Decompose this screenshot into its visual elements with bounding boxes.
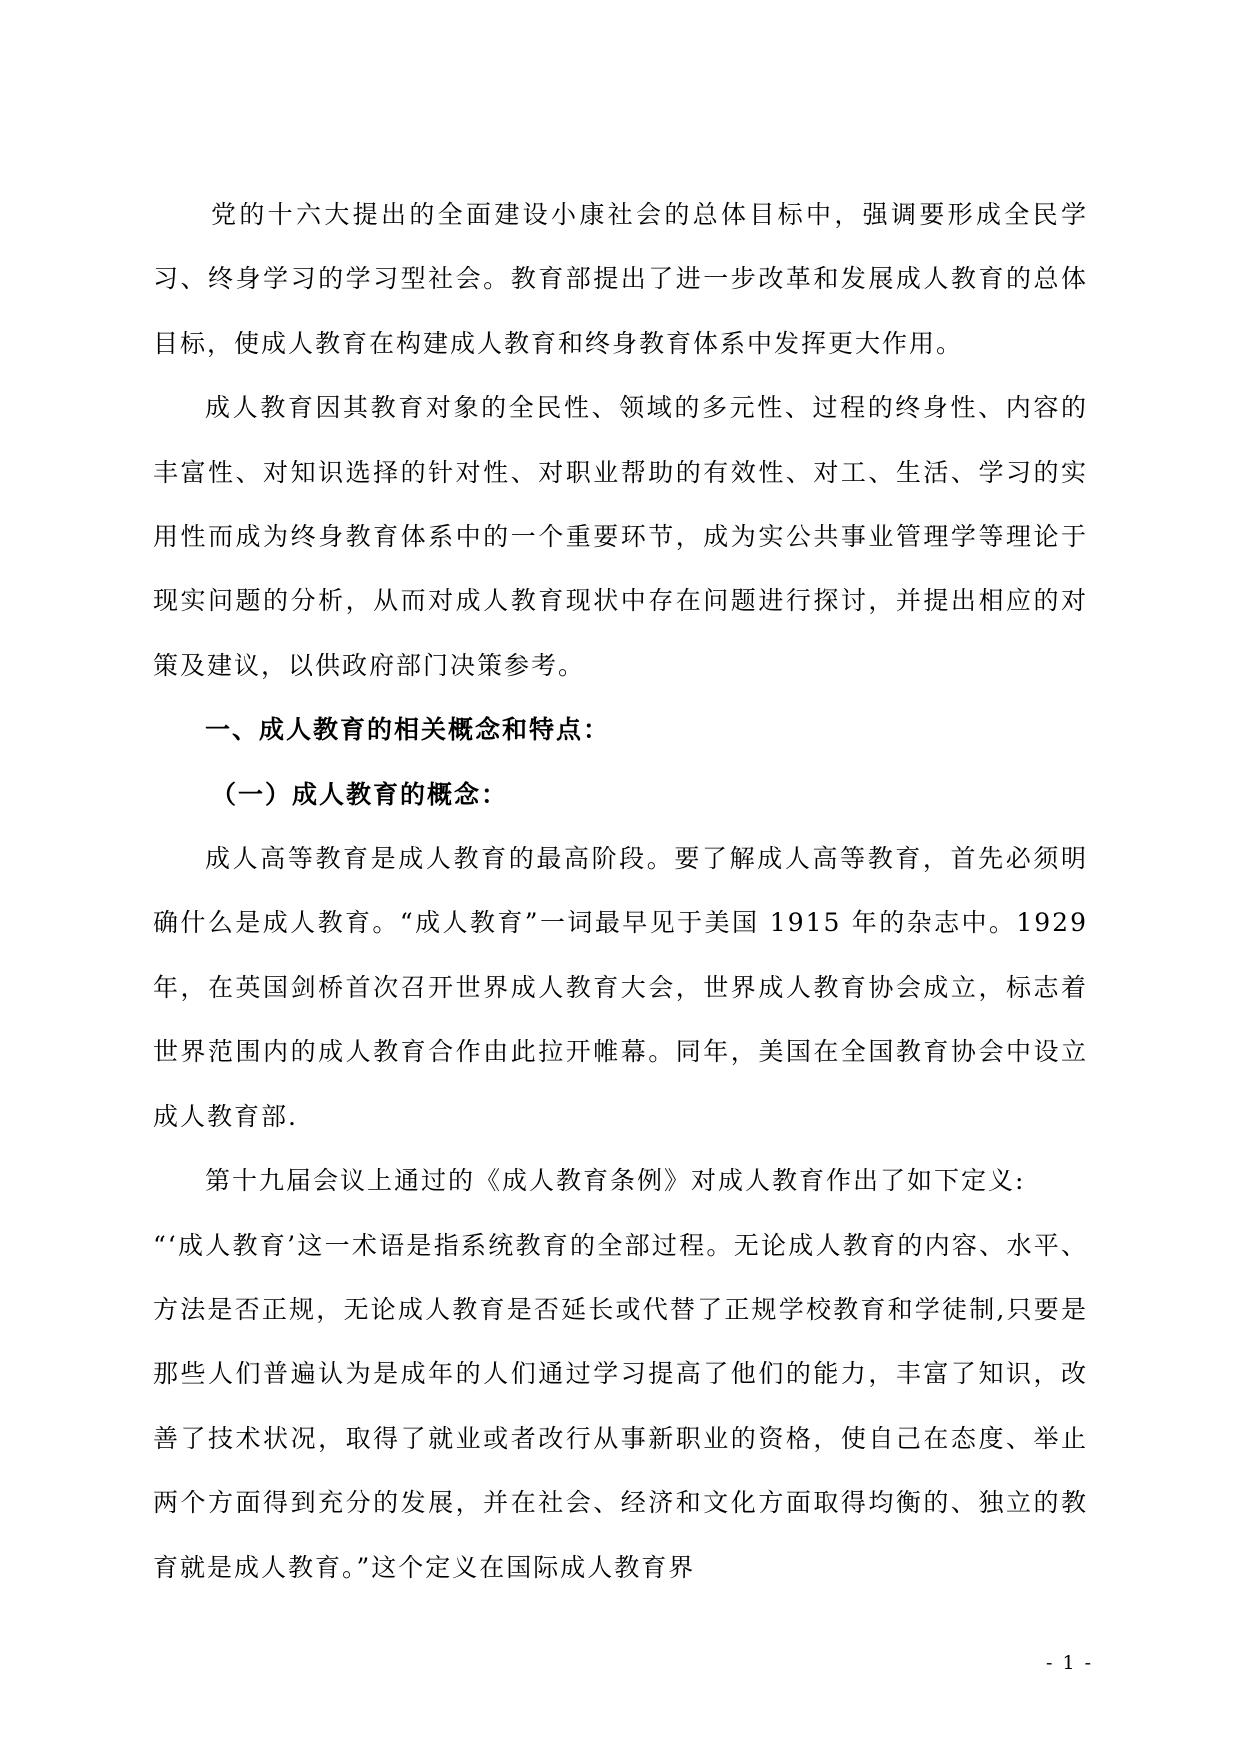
page-body xyxy=(153,183,1088,1600)
history-paragraph: 成人高等教育是成人教育的最高阶段。要了解成人高等教育，首先必须明确什么是成人教育。“成人教育”一词最早见于美国 1915 年的杂志中。1929 年，在英国剑桥首次召开世界成人教育大会，世界成人教育协会成立，标志着世界范围内的成人教育合作由此拉开帷幕。同年，美国在全国教育协会中设立成人教育部. xyxy=(153,844,1088,1131)
subsection-heading: （一）成人教育的概念： xyxy=(211,779,509,809)
section-heading: 一、成人教育的相关概念和特点： xyxy=(205,715,611,745)
intro-paragraph: 党的十六大提出的全面建设小康社会的总体目标中，强调要形成全民学习、终身学习的学习型社会。教育部提出了进一步改革和发展成人教育的总体目标，使成人教育在构建成人教育和终身教育体系中发挥更大作用。 xyxy=(153,200,1088,358)
definition-quote-paragraph: “‘成人教育’这一术语是指系统教育的全部过程。无论成人教育的内容、水平、方法是否正规，无论成人教育是否延长或代替了正规学校教育和学徒制,只要是那些人们普遍认为是成年的人们通过学习提高了他们的能力，丰富了知识，改善了技术状况，取得了就业或者改行从事新职业的资格，使自己在态度、举止两个方面得到充分的发展，并在社会、经济和文化方面取得均衡的、独立的教育就是成人教育。”这个定义在国际成人教育界 xyxy=(153,1230,1088,1582)
page-number: - 1 - xyxy=(1046,1652,1094,1674)
definition-intro-paragraph: 第十九届会议上通过的《成人教育条例》对成人教育作出了如下定义: xyxy=(205,1166,1026,1196)
background-paragraph: 成人教育因其教育对象的全民性、领域的多元性、过程的终身性、内容的丰富性、对知识选择的针对性、对职业帮助的有效性、对工、生活、学习的实用性而成为终身教育体系中的一个重要环节，成为实公共事业管理学等理论于现实问题的分析，从而对成人教育现状中存在问题进行探讨，并提出相应的对策及建议，以供政府部门决策参考。 xyxy=(153,393,1088,680)
